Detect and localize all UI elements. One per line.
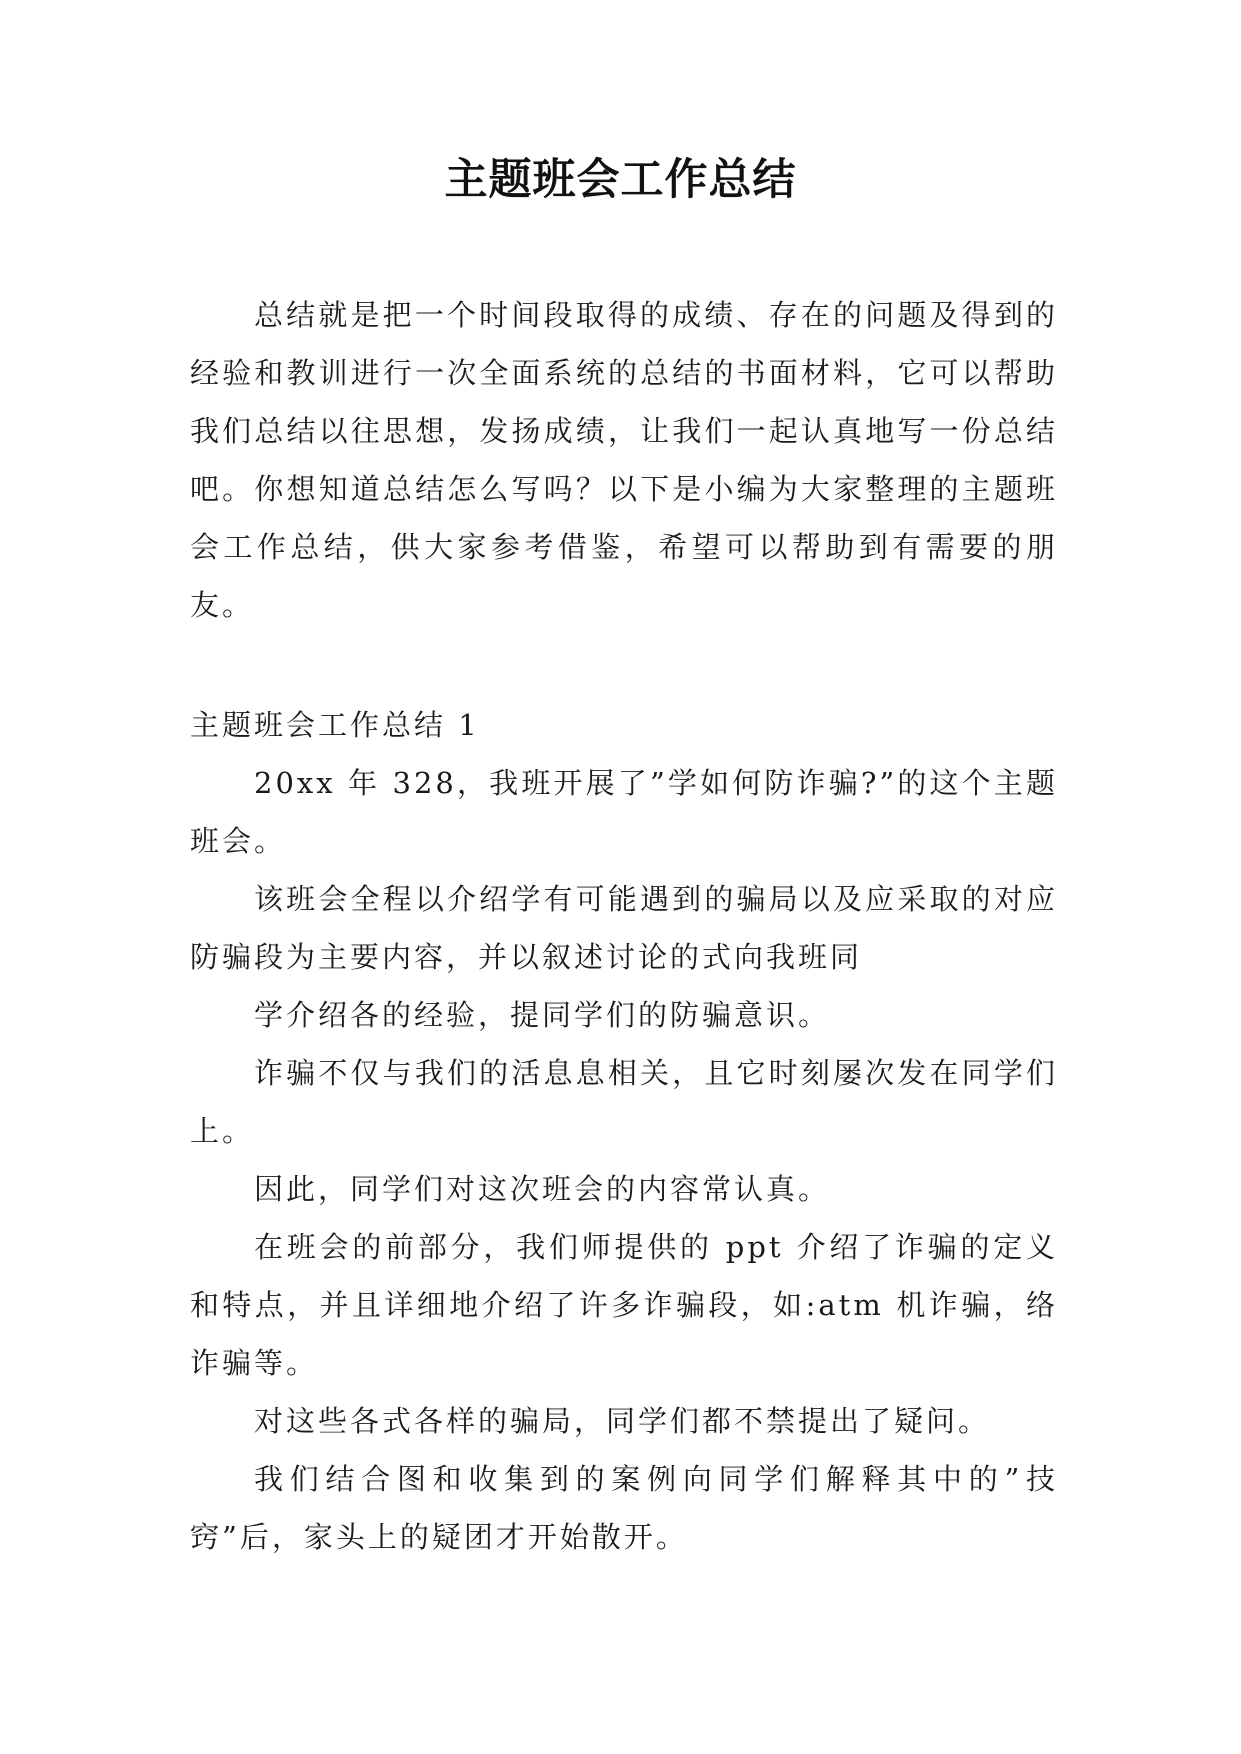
section-heading: 主题班会工作总结 1 (190, 708, 480, 742)
body-paragraph: 我们结合图和收集到的案例向同学们解释其中的”技窍”后，家头上的疑团才开始散开。 (190, 1462, 1058, 1554)
body-paragraph: 学介绍各的经验，提同学们的防骗意识。 (254, 998, 831, 1032)
body-paragraph: 20xx 年 328，我班开展了”学如何防诈骗?”的这个主题班会。 (190, 766, 1058, 858)
body-paragraph: 对这些各式各样的骗局，同学们都不禁提出了疑问。 (254, 1404, 991, 1438)
intro-paragraph: 总结就是把一个时间段取得的成绩、存在的问题及得到的经验和教训进行一次全面系统的总结的书面材料，它可以帮助我们总结以往思想，发扬成绩，让我们一起认真地写一份总结吧。你想知道总结怎么写吗？以下是小编为大家整理的主题班会工作总结，供大家参考借鉴，希望可以帮助到有需要的朋友。 (190, 298, 1058, 622)
section-1 (190, 696, 1058, 1566)
body-paragraph: 诈骗不仅与我们的活息息相关，且它时刻屡次发在同学们上。 (190, 1056, 1058, 1148)
document-title: 主题班会工作总结 (444, 155, 797, 205)
body-paragraph: 在班会的前部分，我们师提供的 ppt 介绍了诈骗的定义和特点，并且详细地介绍了许多诈骗段，如:atm 机诈骗，络诈骗等。 (190, 1230, 1058, 1380)
body-paragraph: 该班会全程以介绍学有可能遇到的骗局以及应采取的对应防骗段为主要内容，并以叙述讨论的式向我班同 (190, 882, 1058, 974)
body-paragraph: 因此，同学们对这次班会的内容常认真。 (254, 1172, 831, 1206)
